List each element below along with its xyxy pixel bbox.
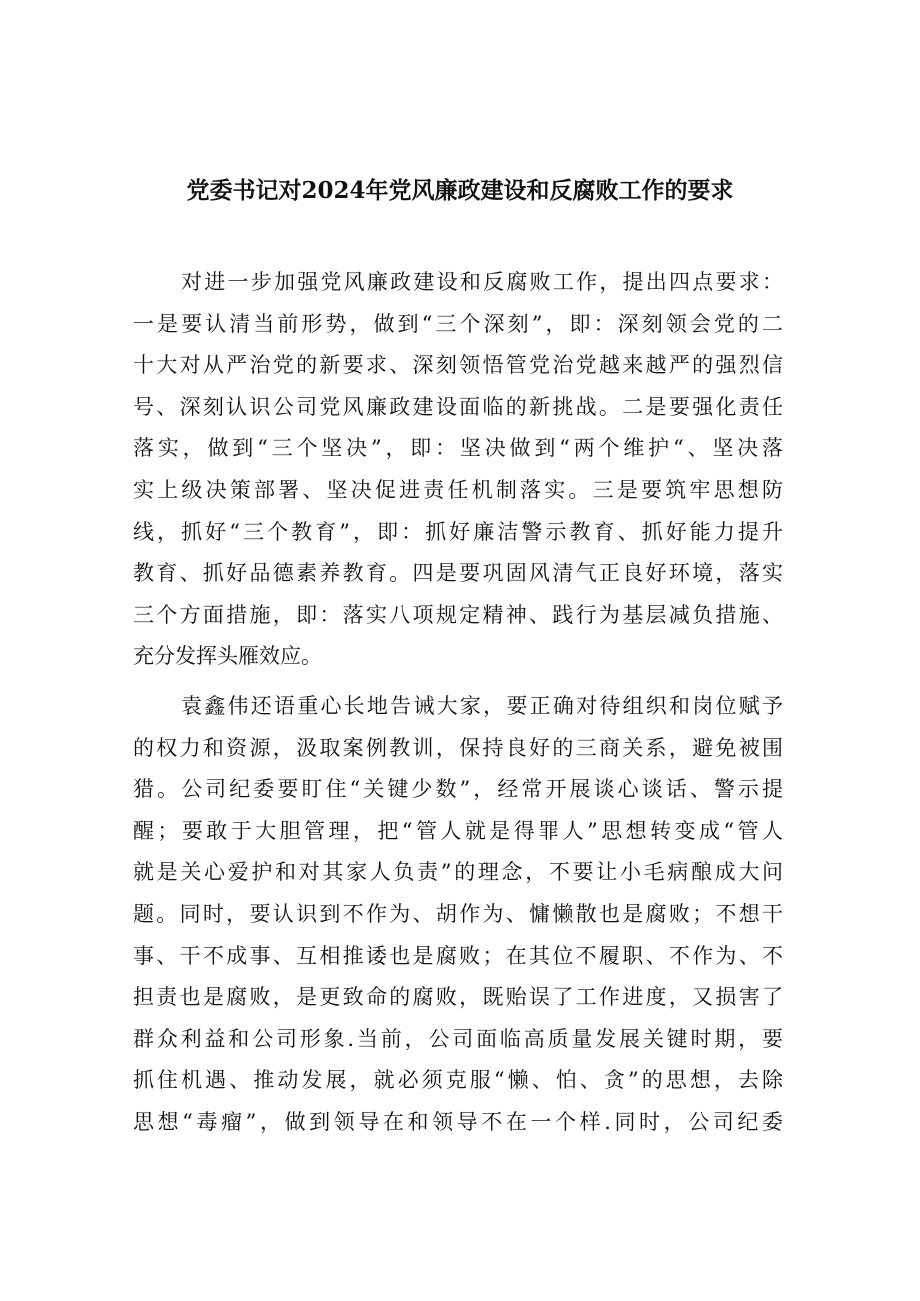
text-line: 线，抓好“三个教育”，即：抓好廉洁警示教育、抓好能力提升	[133, 519, 783, 544]
text-line: 号、深刻认识公司党风廉政建设面临的新挑战。二是要强化责任	[133, 394, 783, 419]
text-line: 充分发挥头雁效应。	[133, 644, 322, 669]
text-line: 一是要认清当前形势，做到“三个深刻”，即：深刻领会党的二	[133, 311, 783, 336]
text-line: 教育、抓好品德素养教育。四是要巩固风清气正良好环境，落实	[133, 561, 783, 586]
text-line: 十大对从严治党的新要求、深刻领悟管党治党越来越严的强烈信	[133, 353, 783, 378]
document-title: 党委书记对2024年党风廉政建设和反腐败工作的要求	[186, 177, 734, 204]
paragraph-2	[133, 686, 783, 1144]
text-line: 思想“毒瘤”，做到领导在和领导不在一个样.同时，公司纪委	[133, 1109, 783, 1134]
text-line: 的权力和资源，汲取案例教训，保持良好的三商关系，避免被围	[133, 735, 783, 760]
text-line: 醒；要敢于大胆管理，把“管人就是得罪人”思想转变成“管人	[133, 818, 783, 843]
text-line: 题。同时，要认识到不作为、胡作为、慵懒散也是腐败；不想干	[133, 901, 783, 926]
text-line: 群众利益和公司形象.当前，公司面临高质量发展关键时期，要	[133, 1026, 783, 1051]
text-line: 落实，做到“三个坚决”，即：坚决做到“两个维护“、坚决落	[133, 436, 783, 461]
text-line: 袁鑫伟还语重心长地告诫大家，要正确对待组织和岗位赋予	[181, 693, 783, 718]
text-line: 抓住机遇、推动发展，就必须克服“懒、怕、贪”的思想，去除	[133, 1068, 783, 1093]
text-line: 三个方面措施，即：落实八项规定精神、践行为基层减负措施、	[133, 602, 783, 627]
text-line: 就是关心爱护和对其家人负责”的理念，不要让小毛病酿成大问	[133, 860, 783, 885]
paragraph-1	[133, 262, 783, 678]
text-line: 担责也是腐败，是更致命的腐败，既贻误了工作进度，又损害了	[133, 985, 783, 1010]
text-line: 对进一步加强党风廉政建设和反腐败工作，提出四点要求：	[181, 270, 783, 294]
document-body	[133, 262, 783, 1151]
text-line: 事、干不成事、互相推诿也是腐败；在其位不履职、不作为、不	[133, 943, 783, 968]
text-line: 实上级决策部署、坚决促进责任机制落实。三是要筑牢思想防	[133, 477, 783, 502]
text-line: 猎。公司纪委要盯住“关键少数”，经常开展谈心谈话、警示提	[133, 777, 783, 802]
